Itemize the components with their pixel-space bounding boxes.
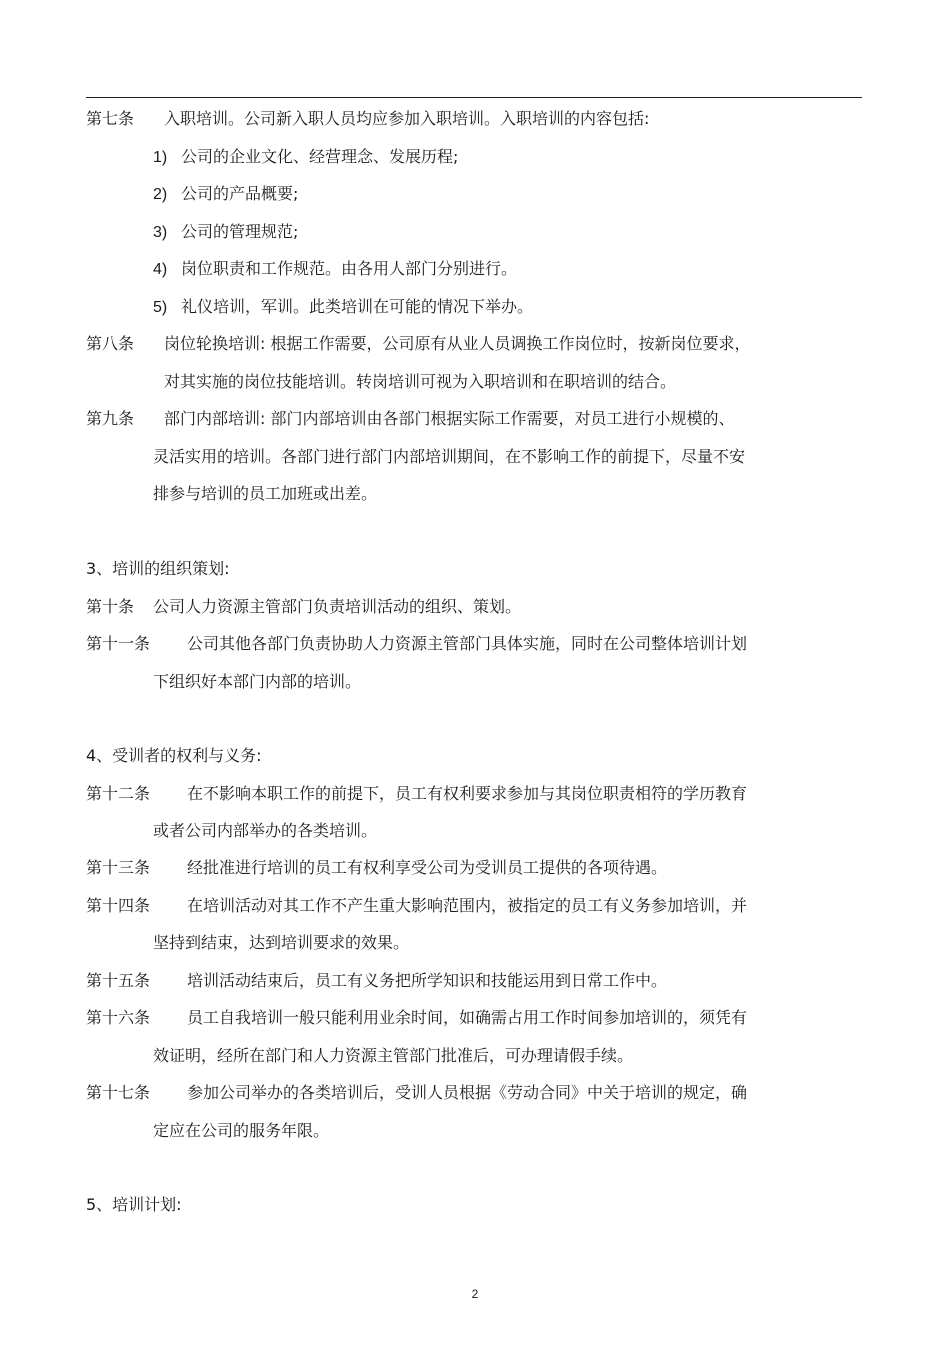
article-label: 第十条: [86, 597, 135, 616]
list-item-text: 岗位职责和工作规范。由各用人部门分别进行。: [181, 259, 518, 278]
list-item-number: 5): [153, 299, 168, 316]
article-label: 第十七条: [86, 1083, 151, 1102]
article-14: [86, 896, 747, 916]
header-rule: [86, 97, 862, 98]
list-item: [153, 297, 533, 318]
article-17-continuation: 定应在公司的服务年限。: [153, 1121, 330, 1140]
page-number: 2: [471, 1287, 479, 1301]
article-text: 在培训活动对其工作不产生重大影响范围内，被指定的员工有义务参加培训，并: [187, 896, 748, 915]
list-item-number: 2): [153, 186, 168, 203]
list-item-text: 公司的企业文化、经营理念、发展历程;: [181, 147, 459, 166]
list-item: [153, 147, 458, 168]
article-text: 部门内部培训: 部门内部培训由各部门根据实际工作需要，对员工进行小规模的、: [164, 409, 735, 428]
article-text: 员工自我培训一般只能利用业余时间，如确需占用工作时间参加培训的，须凭有: [187, 1008, 748, 1027]
article-11-continuation: 下组织好本部门内部的培训。: [153, 672, 362, 691]
article-9-continuation: 灵活实用的培训。各部门进行部门内部培训期间，在不影响工作的前提下，尽量不安: [153, 447, 746, 466]
list-item-number: 1): [153, 149, 168, 166]
article-15: [86, 971, 667, 991]
section-heading: 5、培训计划:: [86, 1195, 182, 1214]
list-item-number: 3): [153, 224, 168, 241]
article-9: [86, 409, 734, 429]
article-16-continuation: 效证明，经所在部门和人力资源主管部门批准后，可办理请假手续。: [153, 1046, 634, 1065]
article-text: 在不影响本职工作的前提下，员工有权利要求参加与其岗位职责相符的学历教育: [187, 784, 748, 803]
article-label: 第十二条: [86, 784, 151, 803]
article-13: [86, 858, 667, 878]
article-17: [86, 1083, 747, 1103]
article-text: 公司其他各部门负责协助人力资源主管部门具体实施，同时在公司整体培训计划: [187, 634, 748, 653]
article-text: 公司人力资源主管部门负责培训活动的组织、策划。: [153, 597, 522, 616]
article-label: 第八条: [86, 334, 135, 353]
article-label: 第十三条: [86, 858, 151, 877]
list-item: [153, 222, 298, 243]
article-label: 第十四条: [86, 896, 151, 915]
article-label: 第十五条: [86, 971, 151, 990]
section-heading: 4、受训者的权利与义务:: [86, 746, 262, 765]
article-label: 第十一条: [86, 634, 151, 653]
article-8: [86, 334, 750, 354]
article-7: [86, 109, 649, 129]
article-text: 培训活动结束后，员工有义务把所学知识和技能运用到日常工作中。: [187, 971, 668, 990]
article-12: [86, 784, 747, 804]
list-item-text: 公司的管理规范;: [181, 222, 299, 241]
list-item-text: 公司的产品概要;: [181, 184, 299, 203]
section-heading: 3、培训的组织策划:: [86, 559, 230, 578]
article-10: [86, 597, 521, 617]
list-item: [153, 184, 298, 205]
article-label: 第十六条: [86, 1008, 151, 1027]
article-14-continuation: 坚持到结束，达到培训要求的效果。: [153, 933, 410, 952]
article-8-continuation: 对其实施的岗位技能培训。转岗培训可视为入职培训和在职培训的结合。: [164, 372, 677, 391]
article-11: [86, 634, 747, 654]
list-item-number: 4): [153, 261, 168, 278]
article-9-continuation: 排参与培训的员工加班或出差。: [153, 484, 378, 503]
article-text: 入职培训。公司新入职人员均应参加入职培训。入职培训的内容包括:: [164, 109, 650, 128]
article-text: 经批准进行培训的员工有权利享受公司为受训员工提供的各项待遇。: [187, 858, 668, 877]
article-12-continuation: 或者公司内部举办的各类培训。: [153, 821, 378, 840]
list-item: [153, 259, 517, 280]
article-text: 岗位轮换培训: 根据工作需要，公司原有从业人员调换工作岗位时，按新岗位要求，: [164, 334, 751, 353]
list-item-text: 礼仪培训，军训。此类培训在可能的情况下举办。: [181, 297, 534, 316]
article-16: [86, 1008, 747, 1028]
article-label: 第七条: [86, 109, 135, 128]
article-label: 第九条: [86, 409, 135, 428]
article-text: 参加公司举办的各类培训后，受训人员根据《劳动合同》中关于培训的规定，确: [187, 1083, 748, 1102]
